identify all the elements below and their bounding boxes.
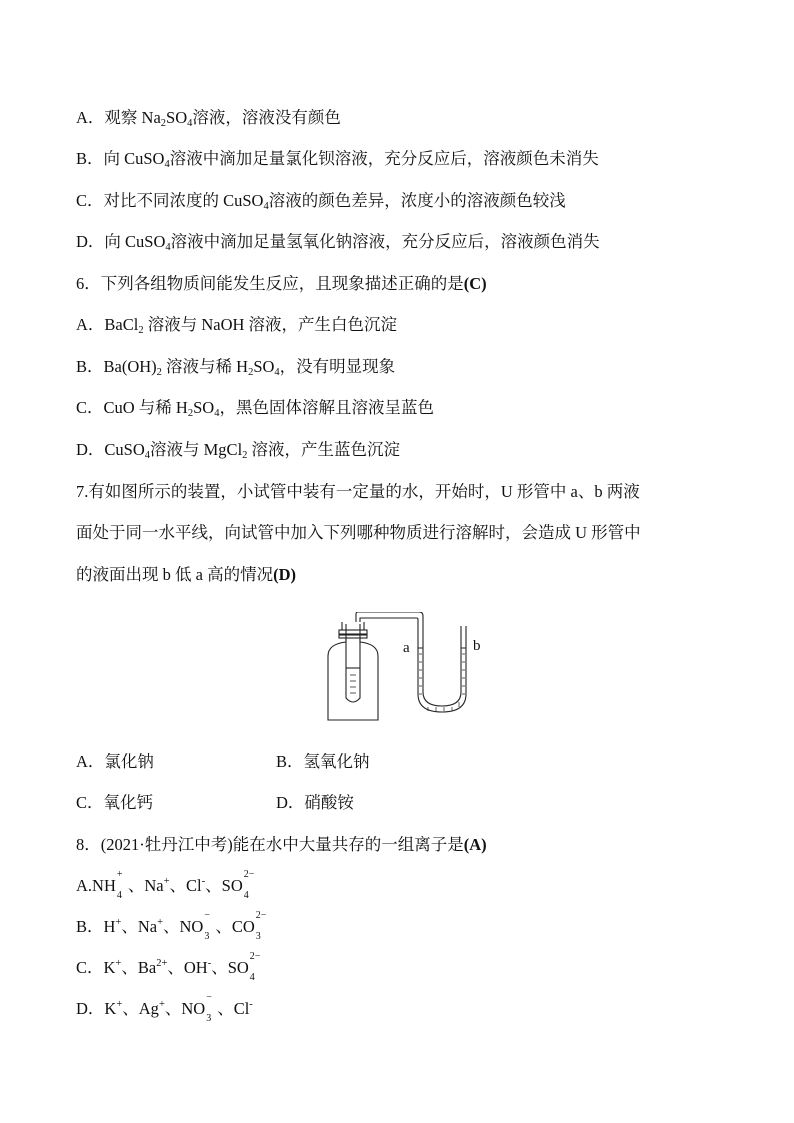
label-a: a <box>403 640 410 656</box>
q6-stem: 6．下列各组物质间能发生反应，且现象描述正确的是(C) <box>76 274 487 293</box>
q7-option-row1 <box>76 752 154 772</box>
q8-option-c: C．K+、$Ba^{2+}$、OH-、SO 2− 4 <box>76 951 261 983</box>
q7-stem-line3: 的液面出现 b 低 a 高的情况(D) <box>76 565 296 584</box>
q6-answer: (C) <box>463 274 487 293</box>
q6-option-d: D．CuSO$_4$溶液与 MgCl$_2$ 溶液，产生蓝色沉淀 <box>76 440 401 461</box>
q5-option-c: C．对比不同浓度的 CuSO$_4$溶液的颜色差异，浓度小的溶液颜色较浅 <box>76 191 566 212</box>
q6-option-c: C．CuO 与稀 $H_2SO_4$，黑色固体溶解且溶液呈蓝色 <box>76 398 434 419</box>
q7-stem-line1: 7.有如图所示的装置，小试管中装有一定量的水，开始时，U 形管中 a、b 两液 <box>76 482 640 501</box>
q8-option-a: A.NH + 4 、Na+、Cl-、SO 2− 4 <box>76 869 255 901</box>
q7-answer: (D) <box>273 565 296 584</box>
q7-option-b: B．氢氧化钠 <box>276 752 370 771</box>
q5-option-a: A．观察 $Na_2SO_4$溶液，溶液没有颜色 <box>76 108 341 129</box>
q8-answer: (A) <box>463 835 487 854</box>
q7-option-c: C．氧化钙 <box>76 793 154 812</box>
q8-stem: 8．(2021·牡丹江中考)能在水中大量共存的一组离子是(A) <box>76 835 487 854</box>
q7-stem-line2: 面处于同一水平线，向试管中加入下列哪种物质进行溶解时，会造成 U 形管中 <box>76 523 641 542</box>
label-b: b <box>473 638 481 654</box>
q7-option-a: A．氯化钠 <box>76 752 154 771</box>
q6-option-a: A．BaCl$_2$ 溶液与 NaOH 溶液，产生白色沉淀 <box>76 315 398 336</box>
q8-option-b: B．H+、Na+、NO − 3 、CO 2− 3 <box>76 910 267 942</box>
u-tube-apparatus-diagram <box>320 612 500 724</box>
q6-option-b: B．$Ba(OH)_2$ 溶液与稀 $H_2SO_4$，没有明显现象 <box>76 357 396 378</box>
q7-option-d: D．硝酸铵 <box>276 793 354 812</box>
q8-option-d: D．K+、Ag+、NO − 3 、Cl- <box>76 992 253 1024</box>
q5-option-b: B．向 CuSO$_4$溶液中滴加足量氯化钡溶液，充分反应后，溶液颜色未消失 <box>76 149 599 170</box>
q5-option-d: D．向 CuSO$_4$溶液中滴加足量氢氧化钠溶液，充分反应后，溶液颜色消失 <box>76 232 600 253</box>
